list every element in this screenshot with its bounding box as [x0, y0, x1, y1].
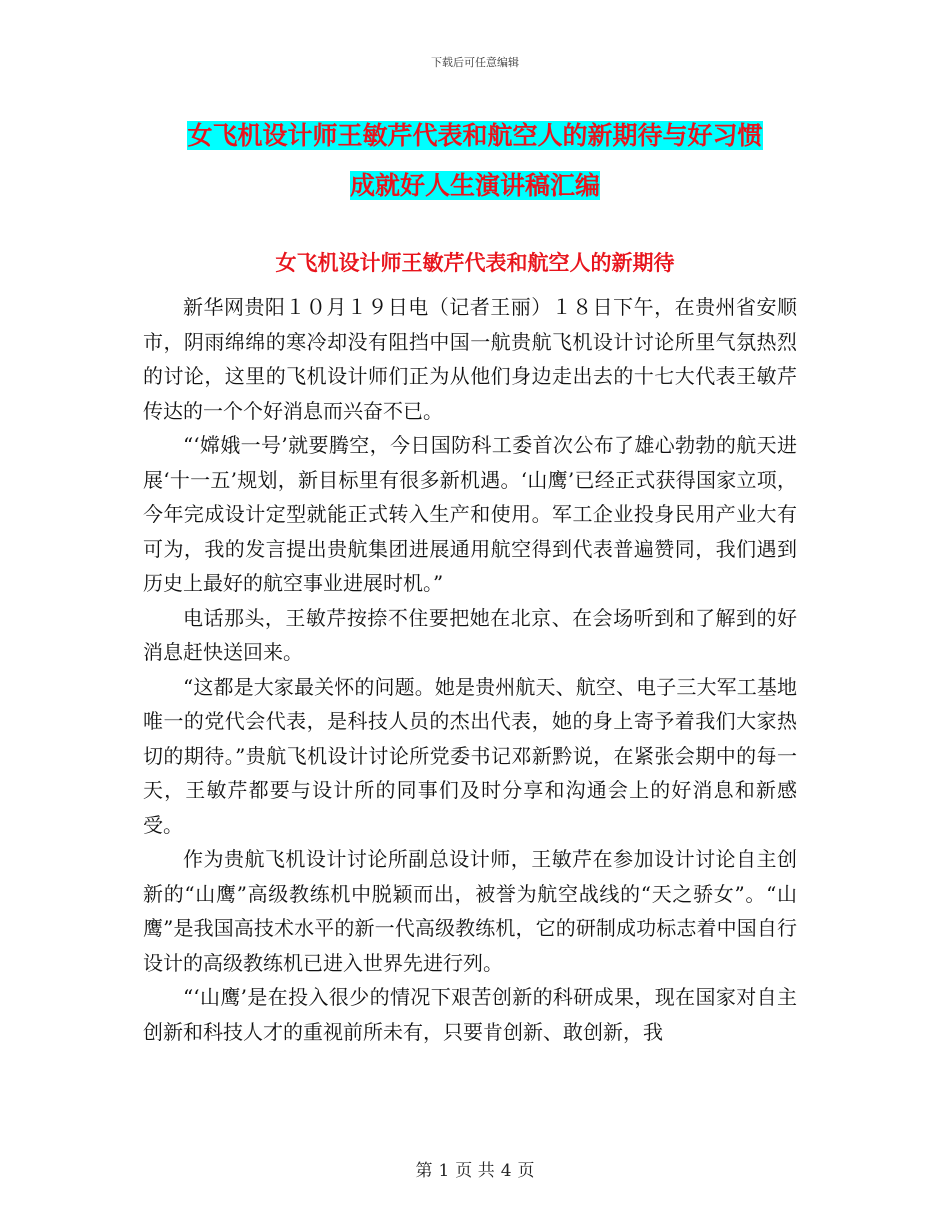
page-current: 1: [438, 1161, 450, 1181]
page-total: 4: [500, 1161, 512, 1181]
paragraph: “‘嫦娥一号’就要腾空，今日国防科工委首次公布了雄心勃勃的航天进展‘十一五’规划，新目标里有很多新机遇。‘山鹰’已经正式获得国家立项，今年完成设计定型就能正式转入生产和使用。军工企业投身民用产业大有可为，我的发言提出贵航集团进展通用航空得到代表普遍赞同，我们遇到历史上最好的航空事业进展时机。”: [143, 433, 797, 595]
page-prefix: 第: [415, 1161, 433, 1181]
page-suffix: 页: [517, 1161, 535, 1181]
paragraph: 作为贵航飞机设计讨论所副总设计师，王敏芹在参加设计讨论自主创新的“山鹰”高级教练机中脱颖而出，被誉为航空战线的“天之骄女”。“山鹰”是我国高技术水平的新一代高级教练机，它的研制成功标志着中国自行设计的高级教练机已进入世界先进行列。: [143, 847, 797, 975]
article-subtitle: 女飞机设计师王敏芹代表和航空人的新期待: [275, 251, 675, 275]
document-title-line-1: 女飞机设计师王敏芹代表和航空人的新期待与好习惯: [187, 121, 763, 150]
paragraph: “‘山鹰’是在投入很少的情况下艰苦创新的科研成果，现在国家对自主创新和科技人才的重视前所未有，只要肯创新、敢创新，我: [143, 985, 797, 1044]
paragraph: 电话那头，王敏芹按捺不住要把她在北京、在会场听到和了解到的好消息赶快送回来。: [143, 605, 797, 664]
page-mid: 页 共: [455, 1161, 495, 1181]
paragraph: 新华网贵阳１０月１９日电（记者王丽）１８日下午，在贵州省安顺市，阴雨绵绵的寒冷却没有阻挡中国一航贵航飞机设计讨论所里气氛热烈的讨论，这里的飞机设计师们正为从他们身边走出去的十七大代表王敏芹传达的一个个好消息而兴奋不已。: [143, 295, 797, 423]
document-title-line-2: 成就好人生演讲稿汇编: [349, 171, 600, 200]
page-footer: [0, 1156, 950, 1181]
paragraph: “这都是大家最关怀的问题。她是贵州航天、航空、电子三大军工基地唯一的党代会代表，是科技人员的杰出代表，她的身上寄予着我们大家热切的期待。”贵航飞机设计讨论所党委书记邓新黔说，在紧张会期中的每一天，王敏芹都要与设计所的同事们及时分享和沟通会上的好消息和新感受。: [143, 674, 797, 837]
article-body: [143, 290, 797, 1049]
page-header-note: 下载后可任意编辑: [431, 56, 519, 69]
document-title: [140, 111, 810, 211]
